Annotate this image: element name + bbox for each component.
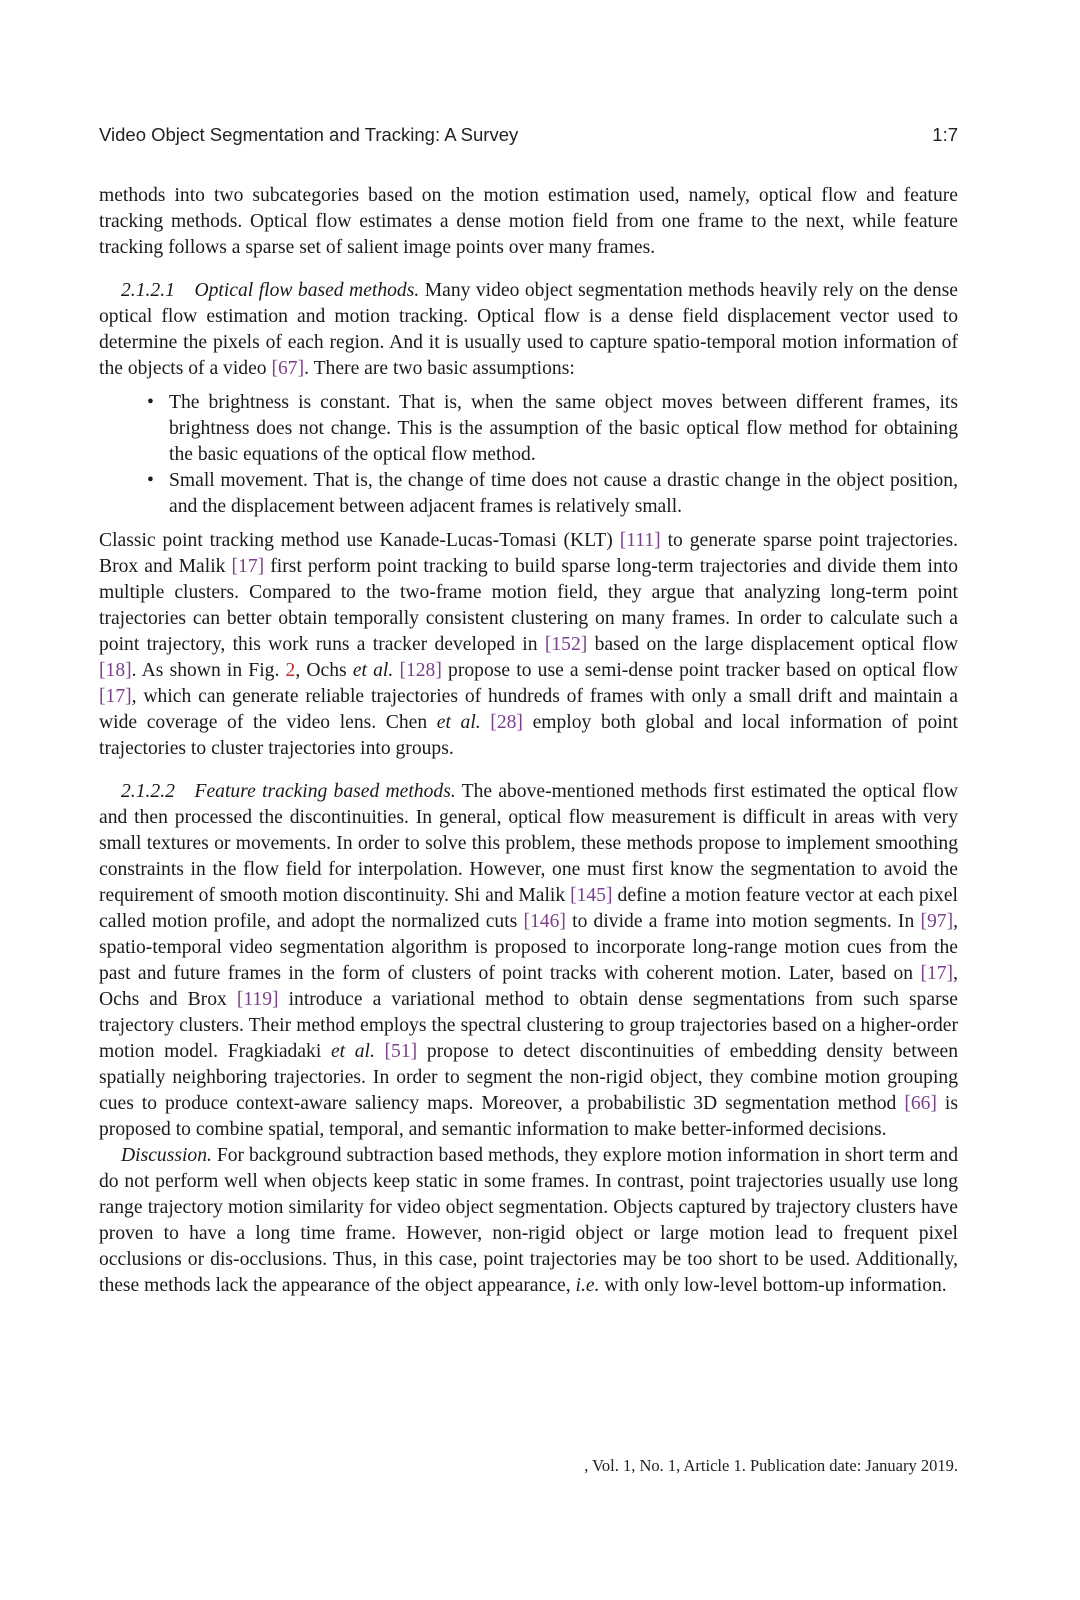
text-run: first perform point tracking to build sparse long-term trajectories and divide them into multiple clusters. Compared to the two-frame motion field, they argue that analyzing long-term point trajectories can better obtain temporally consistent clustering on many frames. In order to calculate such a point trajectory, this work runs a tracker developed in — [99, 556, 958, 655]
italic-text: Discussion. — [121, 1145, 212, 1166]
running-header — [99, 124, 958, 146]
list-item-text: The brightness is constant. That is, when the same object moves between different frames, its brightness does not change. This is the assumption of the basic optical flow method for obtaining the basic equations of the optical flow method. — [169, 392, 958, 465]
text-run: propose to detect discontinuities of embedding density between spatially neighboring trajectories. In order to segment the non-rigid object, they combine motion grouping cues to produce context-aware saliency maps. Moreover, a probabilistic 3D segmentation method — [99, 1041, 958, 1114]
text-run: Classic point tracking method use Kanade-Lucas-Tomasi (KLT) — [99, 530, 620, 551]
text-run: For background subtraction based methods, they explore motion information in short term and do not perform well when objects keep static in some frames. In contrast, point trajectories usually use long range trajectory motion similarity for video object segmentation. Objects captured by trajectory clusters have proven to have a long time frame. However, non-rigid object or large motion lead to frequent pixel occlusions or dis-occlusions. Thus, in this case, point trajectories may be too short to be used. Additionally, these methods lack the appearance of the object appearance, — [99, 1145, 958, 1296]
citation-link[interactable]: [111] — [619, 530, 661, 551]
figure-reference-link[interactable]: 2 — [285, 660, 296, 681]
citation-link[interactable]: [97] — [920, 911, 954, 932]
text-run: define a motion feature vector at each pixel called motion profile, and adopt the normalized cuts — [99, 885, 958, 932]
text-run: , Ochs and Brox — [99, 963, 958, 1010]
list-item — [147, 468, 958, 520]
italic-text: et al. — [330, 1041, 375, 1062]
citation-link[interactable]: [146] — [523, 911, 566, 932]
paragraph — [99, 1143, 958, 1299]
text-run: , Ochs — [295, 660, 353, 681]
citation-link[interactable]: [67] — [271, 358, 305, 379]
text-run: . As shown in Fig. — [131, 660, 286, 681]
body-text — [99, 183, 958, 1299]
italic-text: et al. — [436, 712, 481, 733]
text-run: propose to use a semi-dense point tracker based on optical flow — [441, 660, 959, 681]
citation-link[interactable]: [17] — [231, 556, 265, 577]
list-item — [147, 390, 958, 468]
text-run: , which can generate reliable trajectories of hundreds of frames with only a small drift and maintain a wide coverage of the video lens. Chen — [99, 686, 958, 733]
text-run: Many video object segmentation methods heavily rely on the dense optical flow estimation and motion tracking. Optical flow is a dense field displacement vector used to determine the pixels of each region. And it is usually used to capture spatio-temporal motion information of the objects of a video — [99, 280, 958, 379]
text-run — [375, 1041, 385, 1062]
italic-text: 2.1.2.2 Feature tracking based methods. — [121, 781, 456, 802]
italic-text: i.e. — [575, 1275, 600, 1296]
publication-footer: , Vol. 1, No. 1, Article 1. Publication date: January 2019. — [584, 1456, 958, 1475]
citation-link[interactable]: [17] — [920, 963, 954, 984]
text-run: , spatio-temporal video segmentation algorithm is proposed to incorporate long-range motion cues from the past and future frames in the form of clusters of point tracks with coherent motion. Later, based on — [99, 911, 959, 984]
assumption-list — [99, 390, 958, 520]
citation-link[interactable]: [18] — [99, 660, 132, 681]
paragraphs-top — [99, 183, 958, 382]
text-run: is proposed to combine spatial, temporal, and semantic information to make better-informed decisions. — [99, 1093, 958, 1140]
page-number: 1:7 — [932, 124, 958, 145]
text-run — [481, 712, 491, 733]
text-run: . There are two basic assumptions: — [304, 358, 575, 379]
paragraphs-bottom — [99, 528, 958, 1299]
citation-link[interactable]: [17] — [99, 686, 132, 707]
paragraph — [99, 278, 958, 382]
text-run: methods into two subcategories based on the motion estimation used, namely, optical flow and feature tracking methods. Optical flow estimates a dense motion field from one frame to the next, while feature tracking follows a sparse set of salient image points over many frames. — [99, 185, 958, 258]
text-run: to divide a frame into motion segments. In — [565, 911, 921, 932]
paragraph — [99, 779, 958, 1143]
italic-text: et al. — [352, 660, 394, 681]
paragraph — [99, 183, 958, 261]
text-run: based on the large displacement optical flow — [587, 634, 958, 655]
running-title: Video Object Segmentation and Tracking: A Survey — [99, 124, 519, 145]
citation-link[interactable]: [152] — [544, 634, 588, 655]
citation-link[interactable]: [51] — [384, 1041, 418, 1062]
bullet-icon: • — [147, 470, 154, 491]
citation-link[interactable]: [28] — [490, 712, 523, 733]
paragraph — [99, 528, 958, 762]
citation-link[interactable]: [145] — [570, 885, 613, 906]
text-run: with only low-level bottom-up information. — [599, 1275, 947, 1296]
bullet-icon: • — [147, 392, 154, 413]
citation-link[interactable]: [66] — [904, 1093, 937, 1114]
text-run: introduce a variational method to obtain dense segmentations from such sparse trajectory clusters. Their method employs the spectral clustering to group trajectories based on a higher-order motion model. Fragkiadaki — [99, 989, 958, 1062]
italic-text: 2.1.2.1 Optical flow based methods. — [121, 280, 420, 301]
text-run: The above-mentioned methods first estimated the optical flow and then processed the discontinuities. In general, optical flow measurement is difficult in areas with very small textures or movements. In order to solve this problem, these methods propose to implement smoothing constraints in the flow field for interpolation. However, one must first know the segmentation to avoid the requirement of smooth motion discontinuity. Shi and Malik — [99, 781, 958, 906]
citation-link[interactable]: [128] — [399, 660, 442, 681]
list-item-text: Small movement. That is, the change of time does not cause a drastic change in the object position, and the displacement between adjacent frames is relatively small. — [169, 470, 958, 517]
text-run: employ both global and local information of point trajectories to cluster trajectories into groups. — [99, 712, 958, 759]
citation-link[interactable]: [119] — [236, 989, 279, 1010]
text-run: to generate sparse point trajectories. Brox and Malik — [99, 530, 958, 577]
